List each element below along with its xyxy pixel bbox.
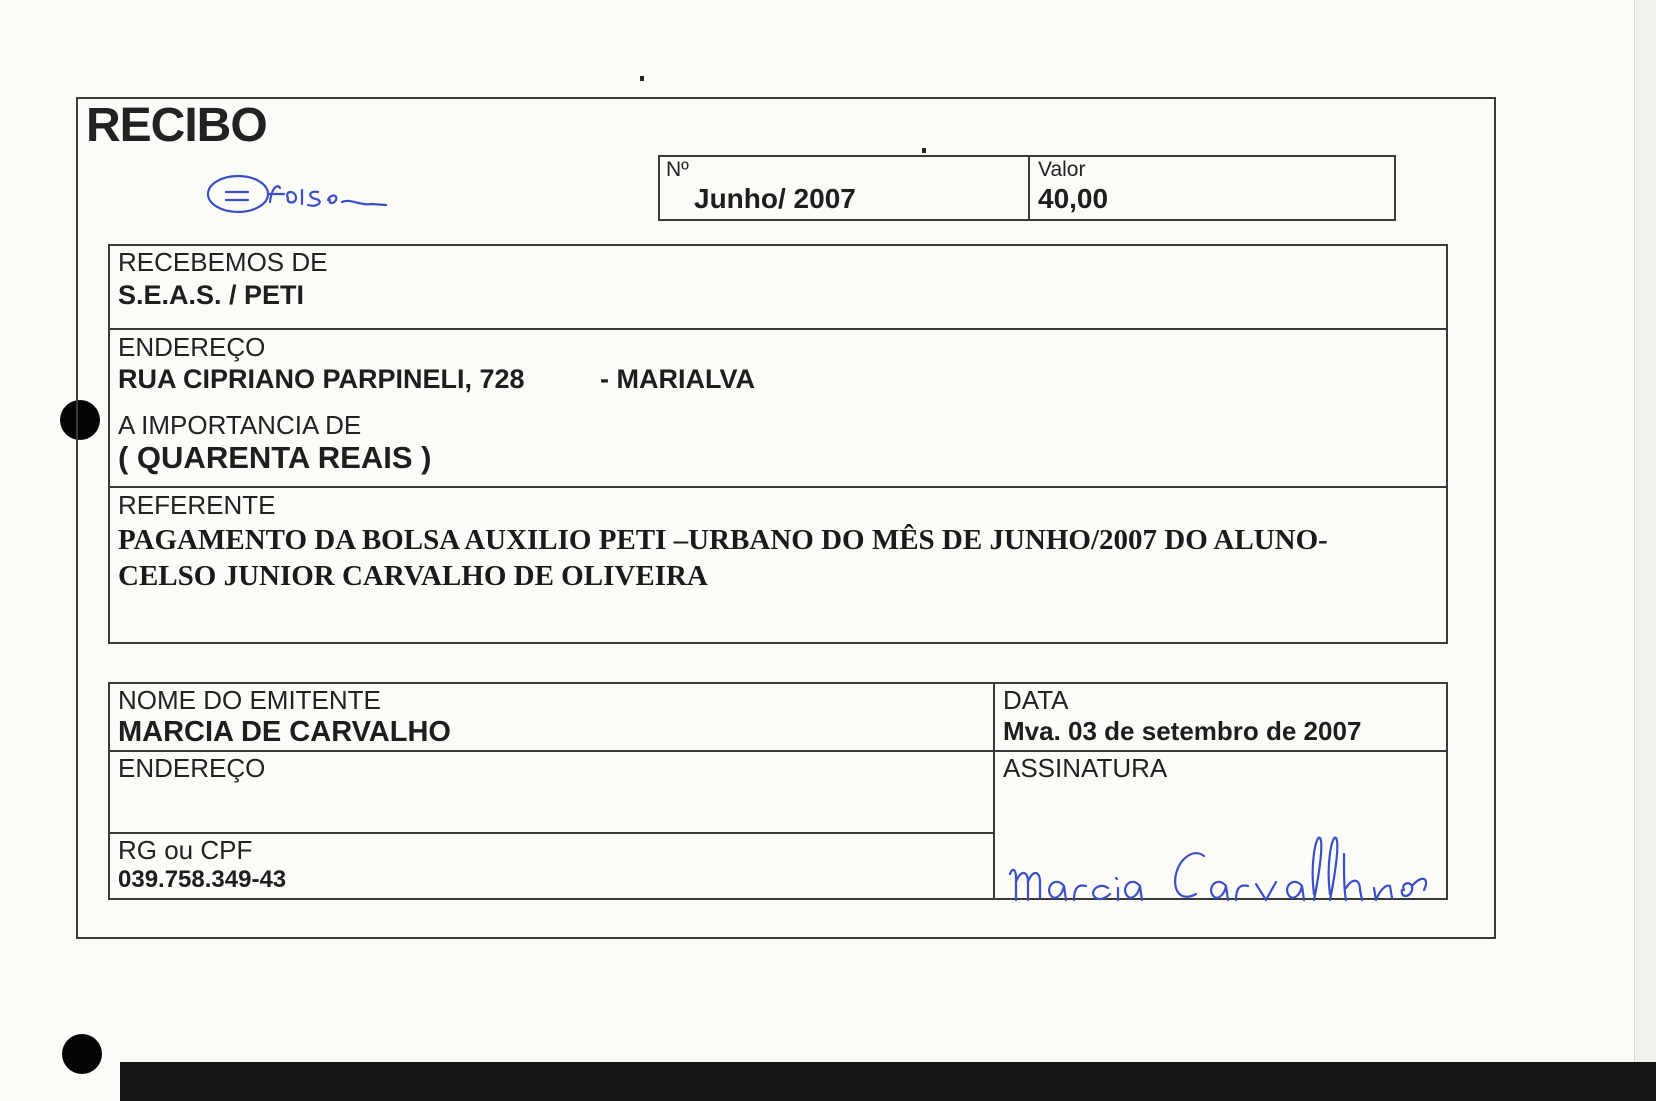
numero-value: Junho/ 2007 [694, 183, 856, 214]
paper-edge-bottom [120, 1062, 1656, 1101]
nome-emitente-label: NOME DO EMITENTE [118, 685, 381, 715]
emitente-divider-h2 [108, 832, 993, 834]
emitente-divider-v [993, 682, 995, 900]
importancia-label: A IMPORTANCIA DE [118, 410, 362, 440]
referente-line-1: PAGAMENTO DA BOLSA AUXILIO PETI –URBANO DO MÊS DE JUNHO/2007 DO ALUNO- [118, 524, 1328, 556]
body-divider-2 [108, 486, 1448, 488]
emitente-divider-h1 [108, 750, 1448, 752]
data-label: DATA [1003, 685, 1069, 715]
endereco-label: ENDEREÇO [118, 332, 266, 362]
paper-edge-right [1634, 0, 1656, 1101]
receipt-title: RECIBO [86, 99, 267, 152]
recebemos-value: S.E.A.S. / PETI [118, 280, 305, 310]
signature-image [1004, 834, 1456, 924]
rg-cpf-label: RG ou CPF [118, 835, 253, 865]
numero-label: Nº [666, 158, 689, 181]
endereco-city: - MARIALVA [600, 364, 755, 394]
referente-label: REFERENTE [118, 490, 276, 520]
referente-line-2: CELSO JUNIOR CARVALHO DE OLIVEIRA [118, 560, 708, 592]
speck [640, 76, 644, 81]
rg-cpf-value: 039.758.349-43 [118, 866, 287, 893]
header-divider [1028, 155, 1030, 221]
punch-hole-bottom [62, 1034, 102, 1074]
data-value: Mva. 03 de setembro de 2007 [1003, 716, 1362, 746]
nome-emitente-value: MARCIA DE CARVALHO [118, 716, 451, 748]
endereco-emitente-label: ENDEREÇO [118, 753, 266, 783]
body-divider-1 [108, 328, 1448, 330]
valor-label: Valor [1038, 158, 1086, 181]
importancia-value: ( QUARENTA REAIS ) [118, 440, 432, 475]
recebemos-label: RECEBEMOS DE [118, 247, 328, 277]
endereco-street: RUA CIPRIANO PARPINELI, 728 [118, 364, 525, 394]
handwritten-note-image [200, 168, 400, 224]
valor-value: 40,00 [1038, 183, 1109, 214]
assinatura-label: ASSINATURA [1003, 753, 1168, 783]
